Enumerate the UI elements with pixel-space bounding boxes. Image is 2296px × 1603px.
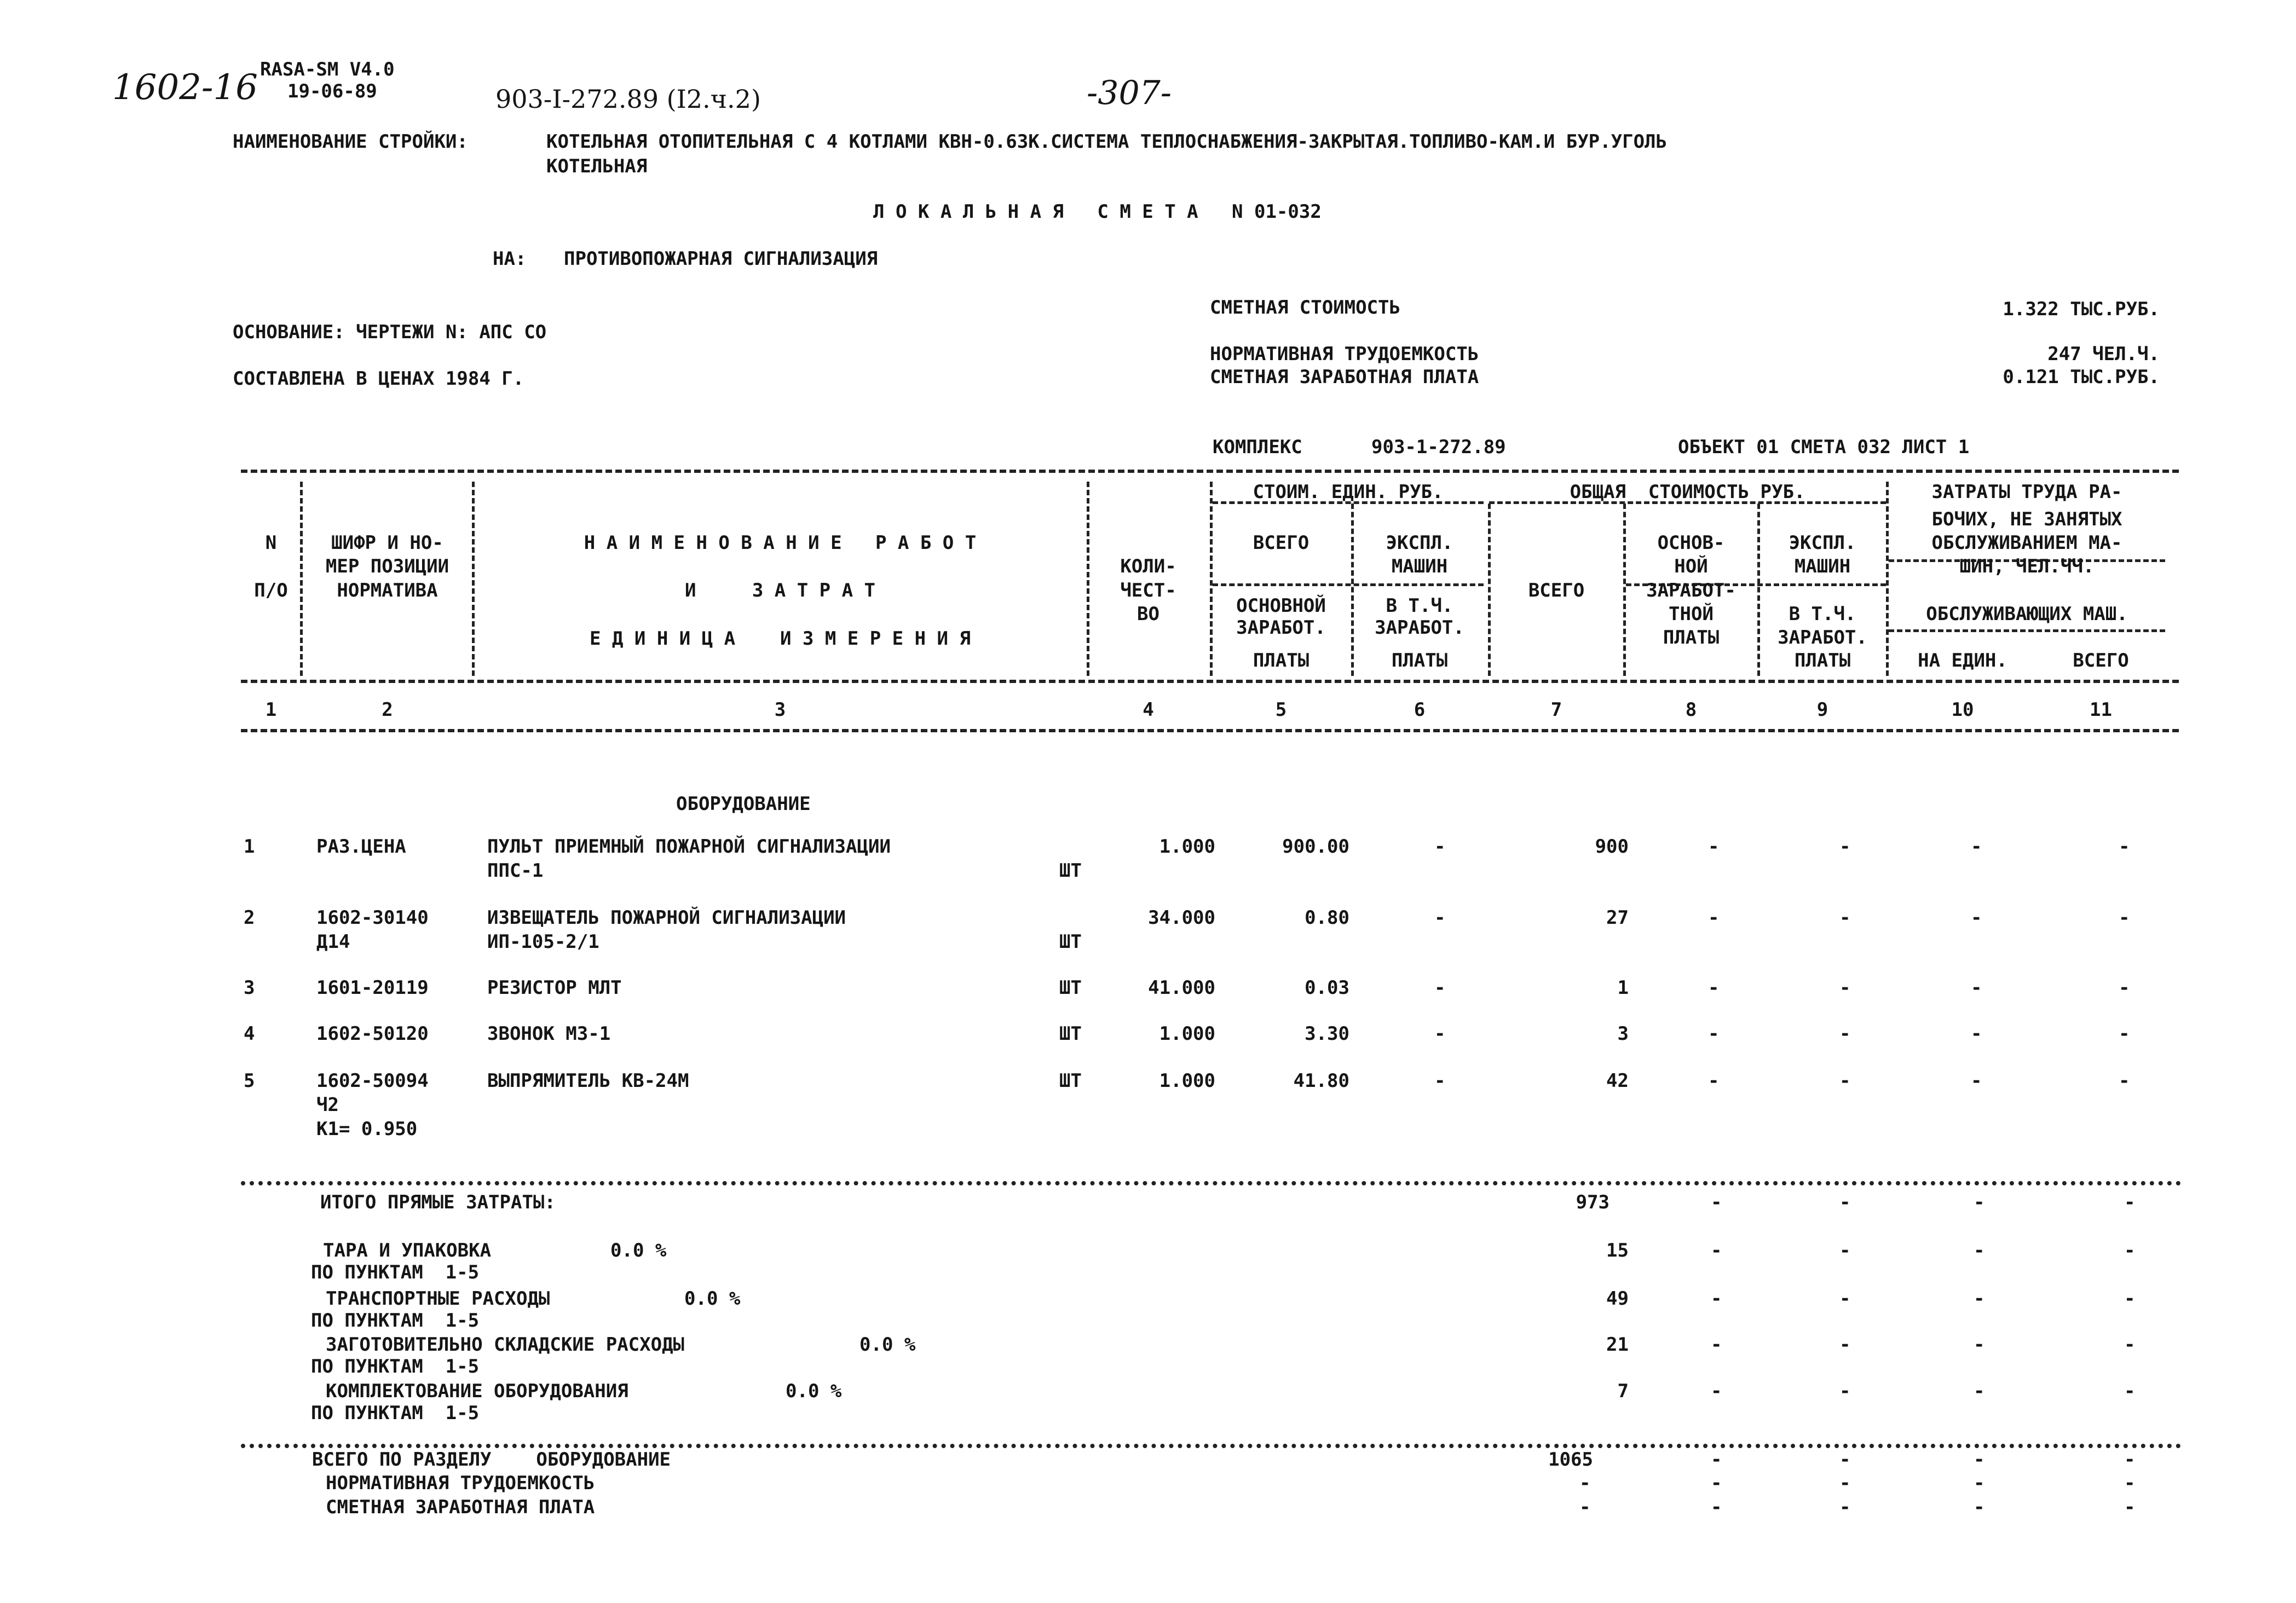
page-number: -307- xyxy=(1087,74,1172,112)
empty-cell-dash: - xyxy=(1839,1240,1851,1261)
col-sep xyxy=(1087,482,1089,676)
item-number: 4 xyxy=(244,1023,255,1045)
col8-header-5: ПЛАТЫ xyxy=(1663,627,1720,649)
summary-percent: 0.0 % xyxy=(786,1380,842,1402)
item-quantity: 34.000 xyxy=(1148,907,1215,929)
empty-cell-dash: - xyxy=(1971,1023,1982,1045)
col-sep xyxy=(472,482,475,676)
labor-group-header-2: БОЧИХ, НЕ ЗАНЯТЫХ xyxy=(1931,508,2122,530)
col-sep xyxy=(1351,504,1354,676)
col6-header-3: В Т.Ч. xyxy=(1386,595,1453,617)
summary-value: 7 xyxy=(1617,1380,1629,1402)
item-total: 900 xyxy=(1595,836,1629,858)
for-label: НА: xyxy=(493,248,527,270)
item-total: 3 xyxy=(1617,1023,1629,1045)
empty-cell-dash: - xyxy=(1971,836,1982,858)
item-name-line-2: ИП-105-2/1 xyxy=(487,931,599,953)
col-number-7: 7 xyxy=(1550,699,1562,721)
construction-label: НАИМЕНОВАНИЕ СТРОЙКИ: xyxy=(233,131,468,153)
summary-points: ПО ПУНКТАМ 1-5 xyxy=(311,1402,480,1424)
col6-header-5: ПЛАТЫ xyxy=(1391,650,1448,672)
item-code: 1602-50094 xyxy=(316,1070,429,1092)
object-info: ОБЪЕКТ 01 СМЕТА 032 ЛИСТ 1 xyxy=(1678,436,1970,458)
col9-header-3: В Т.Ч. xyxy=(1789,603,1856,625)
handwritten-code: 1602-16 xyxy=(112,67,258,108)
empty-cell-dash: - xyxy=(1839,977,1851,999)
empty-cell-dash: - xyxy=(1708,977,1720,999)
col-number-1: 1 xyxy=(265,699,277,721)
empty-cell-dash: - xyxy=(1434,907,1446,929)
document-number: 903-I-272.89 (I2.ч.2) xyxy=(495,84,761,114)
item-unit-price: 0.03 xyxy=(1305,977,1349,999)
empty-cell-dash: - xyxy=(1839,1380,1851,1402)
price-base: СОСТАВЛЕНА В ЦЕНАХ 1984 Г. xyxy=(233,368,524,390)
wage-label: СМЕТНАЯ ЗАРАБОТНАЯ ПЛАТА xyxy=(1210,366,1479,388)
col5-header-4: ПЛАТЫ xyxy=(1253,650,1309,672)
col4-header: КОЛИ- xyxy=(1120,555,1176,577)
item-total: 27 xyxy=(1606,907,1629,929)
section-total-label: ВСЕГО ПО РАЗДЕЛУ ОБОРУДОВАНИЕ xyxy=(312,1449,671,1471)
numbers-bottom-rule xyxy=(241,729,2179,732)
col8-header-4: ТНОЙ xyxy=(1669,603,1714,625)
empty-cell-dash: - xyxy=(2119,836,2130,858)
item-unit-price: 3.30 xyxy=(1305,1023,1349,1045)
total-cost-group-header: ОБЩАЯ СТОИМОСТЬ РУБ. xyxy=(1570,481,1805,503)
empty-cell-dash: - xyxy=(1711,1288,1722,1310)
table-top-rule xyxy=(241,470,2179,473)
item-number: 1 xyxy=(244,836,255,858)
labor-label: НОРМАТИВНАЯ ТРУДОЕМКОСТЬ xyxy=(1210,343,1479,365)
print-date: 19-06-89 xyxy=(287,80,377,102)
empty-cell-dash: - xyxy=(1974,1496,1985,1518)
col6-header-4: ЗАРАБОТ. xyxy=(1375,617,1464,639)
unit-cost-rule-2 xyxy=(1213,583,1484,586)
item-name: РЕЗИСТОР МЛТ xyxy=(487,977,622,999)
item-total: 42 xyxy=(1606,1070,1629,1092)
for-text: ПРОТИВОПОЖАРНАЯ СИГНАЛИЗАЦИЯ xyxy=(564,248,878,270)
summary-label: КОМПЛЕКТОВАНИЕ ОБОРУДОВАНИЯ xyxy=(326,1380,628,1402)
empty-cell-dash: - xyxy=(2124,1449,2136,1471)
item-unit-price: 0.80 xyxy=(1305,907,1349,929)
item-code: 1602-50120 xyxy=(316,1023,429,1045)
section-title: ОБОРУДОВАНИЕ xyxy=(676,793,811,815)
col8-header-3: ЗАРАБОТ- xyxy=(1646,580,1736,601)
empty-cell-dash: - xyxy=(1434,977,1446,999)
empty-cell-dash: - xyxy=(1708,1023,1720,1045)
empty-cell-dash: - xyxy=(2119,977,2130,999)
item-unit-price: 900.00 xyxy=(1282,836,1349,858)
empty-cell-dash: - xyxy=(1711,1496,1722,1518)
empty-cell-dash: - xyxy=(1711,1380,1722,1402)
empty-cell-dash: - xyxy=(2124,1472,2136,1494)
item-quantity: 1.000 xyxy=(1159,1070,1215,1092)
summary-points: ПО ПУНКТАМ 1-5 xyxy=(311,1356,480,1378)
col-sep xyxy=(300,482,303,676)
empty-cell-dash: - xyxy=(1711,1240,1722,1261)
col-number-10: 10 xyxy=(1951,699,1974,721)
col5-header-3: ЗАРАБОТ. xyxy=(1236,617,1326,639)
empty-cell-dash: - xyxy=(1839,1334,1851,1356)
empty-cell-dash: - xyxy=(1434,1023,1446,1045)
col-number-11: 11 xyxy=(2090,699,2112,721)
summary-points: ПО ПУНКТАМ 1-5 xyxy=(311,1261,480,1283)
unit-cost-group-header: СТОИМ. ЕДИН. РУБ. xyxy=(1253,481,1444,503)
empty-cell-dash: - xyxy=(1434,1070,1446,1092)
empty-cell-dash: - xyxy=(2119,907,2130,929)
empty-cell-dash: - xyxy=(1839,1070,1851,1092)
col9-header: ЭКСПЛ. xyxy=(1789,532,1856,554)
direct-costs-value: 973 xyxy=(1576,1191,1609,1213)
empty-cell-dash: - xyxy=(1711,1472,1722,1494)
estimate-title: Л О К А Л Ь Н А Я С М Е Т А N 01-032 xyxy=(873,201,1322,223)
empty-cell-dash: - xyxy=(1839,1023,1851,1045)
col3-header: Н А И М Е Н О В А Н И Е Р А Б О Т xyxy=(584,532,977,554)
summary-label: ТАРА И УПАКОВКА xyxy=(323,1240,492,1261)
col-number-2: 2 xyxy=(382,699,393,721)
col-number-6: 6 xyxy=(1414,699,1426,721)
col7-header: ВСЕГО xyxy=(1528,580,1585,601)
col8-header: ОСНОВ- xyxy=(1657,532,1725,554)
col9-header-2: МАШИН xyxy=(1794,555,1851,577)
col4-header-2: ЧЕСТ- xyxy=(1120,580,1176,601)
empty-cell-dash: - xyxy=(1708,836,1720,858)
header-bottom-rule xyxy=(241,680,2179,683)
item-unit: ШТ xyxy=(1059,1070,1082,1092)
item-number: 2 xyxy=(244,907,255,929)
section-labor-label: НОРМАТИВНАЯ ТРУДОЕМКОСТЬ xyxy=(326,1472,595,1494)
item-unit: ШТ xyxy=(1059,977,1082,999)
empty-cell-dash: - xyxy=(1711,1449,1722,1471)
empty-cell-dash: - xyxy=(2124,1288,2136,1310)
col3-header-3: Е Д И Н И Ц А И З М Е Р Е Н И Я xyxy=(590,628,971,650)
item-unit-price: 41.80 xyxy=(1293,1070,1349,1092)
empty-cell-dash: - xyxy=(1579,1472,1591,1494)
empty-cell-dash: - xyxy=(1839,1496,1851,1518)
empty-cell-dash: - xyxy=(2124,1380,2136,1402)
item-number: 3 xyxy=(244,977,255,999)
empty-cell-dash: - xyxy=(2124,1191,2136,1213)
section-total-value: 1065 xyxy=(1548,1449,1593,1471)
empty-cell-dash: - xyxy=(2124,1334,2136,1356)
col6-header: ЭКСПЛ. xyxy=(1386,532,1453,554)
item-code: РАЗ.ЦЕНА xyxy=(316,836,406,858)
item-name: ВЫПРЯМИТЕЛЬ КВ-24М xyxy=(487,1070,689,1092)
col-number-8: 8 xyxy=(1685,699,1697,721)
summary-label: ТРАНСПОРТНЫЕ РАСХОДЫ xyxy=(326,1288,550,1310)
item-name: ЗВОНОК МЗ-1 xyxy=(487,1023,611,1045)
empty-cell-dash: - xyxy=(1839,1472,1851,1494)
labor-rule-2 xyxy=(1889,629,2165,632)
empty-cell-dash: - xyxy=(1974,1334,1985,1356)
complex-value: 903-1-272.89 xyxy=(1371,436,1506,458)
item-unit: ШТ xyxy=(1059,1023,1082,1045)
col-number-9: 9 xyxy=(1816,699,1828,721)
empty-cell-dash: - xyxy=(1839,836,1851,858)
labor-group-header: ЗАТРАТЫ ТРУДА РА- xyxy=(1931,481,2122,503)
empty-cell-dash: - xyxy=(1839,907,1851,929)
empty-cell-dash: - xyxy=(2124,1496,2136,1518)
labor-group-header-3: ОБСЛУЖИВАНИЕМ МА- xyxy=(1931,532,2122,554)
empty-cell-dash: - xyxy=(1434,836,1446,858)
col5-header: ВСЕГО xyxy=(1253,532,1309,554)
col9-header-4: ЗАРАБОТ. xyxy=(1778,627,1867,649)
section-wage-label: СМЕТНАЯ ЗАРАБОТНАЯ ПЛАТА xyxy=(326,1496,595,1518)
col-sep xyxy=(1210,482,1213,676)
empty-cell-dash: - xyxy=(1708,1070,1720,1092)
empty-cell-dash: - xyxy=(1708,907,1720,929)
col3-header-2: И З А Т Р А Т xyxy=(685,580,875,601)
estimated-cost-label: СМЕТНАЯ СТОИМОСТЬ xyxy=(1210,297,1400,319)
summary-percent: 0.0 % xyxy=(859,1334,916,1356)
col1-header-2: П/О xyxy=(254,580,288,601)
empty-cell-dash: - xyxy=(1974,1191,1985,1213)
item-name: ПУЛЬТ ПРИЕМНЫЙ ПОЖАРНОЙ СИГНАЛИЗАЦИИ xyxy=(487,836,891,858)
wage-value: 0.121 ТЫС.РУБ. xyxy=(2003,366,2160,388)
empty-cell-dash: - xyxy=(1971,977,1982,999)
empty-cell-dash: - xyxy=(1974,1472,1985,1494)
empty-cell-dash: - xyxy=(1974,1240,1985,1261)
item-coefficient: К1= 0.950 xyxy=(316,1118,418,1140)
summary-value: 49 xyxy=(1606,1288,1629,1310)
item-number: 5 xyxy=(244,1070,255,1092)
summary-points: ПО ПУНКТАМ 1-5 xyxy=(311,1310,480,1332)
empty-cell-dash: - xyxy=(1974,1288,1985,1310)
program-version: RASA-SM V4.0 xyxy=(260,59,395,80)
item-quantity: 1.000 xyxy=(1159,1023,1215,1045)
construction-line-2: КОТЕЛЬНАЯ xyxy=(546,155,648,177)
item-code: 1602-30140 xyxy=(316,907,429,929)
item-unit: ШТ xyxy=(1059,860,1082,882)
item-quantity: 1.000 xyxy=(1159,836,1215,858)
empty-cell-dash: - xyxy=(1839,1191,1851,1213)
empty-cell-dash: - xyxy=(1974,1380,1985,1402)
summary-percent: 0.0 % xyxy=(610,1240,667,1261)
item-total: 1 xyxy=(1617,977,1629,999)
empty-cell-dash: - xyxy=(1971,907,1982,929)
construction-line-1: КОТЕЛЬНАЯ ОТОПИТЕЛЬНАЯ С 4 КОТЛАМИ КВН-0.63К.СИСТЕМА ТЕПЛОСНАБЖЕНИЯ-ЗАКРЫТАЯ.ТОПЛИВО-КАМ.И БУР.УГОЛЬ xyxy=(546,131,1667,153)
col8-header-2: НОЙ xyxy=(1674,555,1708,577)
estimated-cost-value: 1.322 ТЫС.РУБ. xyxy=(2003,298,2160,320)
empty-cell-dash: - xyxy=(1579,1496,1591,1518)
empty-cell-dash: - xyxy=(1974,1449,1985,1471)
empty-cell-dash: - xyxy=(2124,1240,2136,1261)
empty-cell-dash: - xyxy=(1839,1288,1851,1310)
empty-cell-dash: - xyxy=(1839,1449,1851,1471)
summary-bottom-rule xyxy=(241,1444,2182,1448)
item-unit: ШТ xyxy=(1059,931,1082,953)
direct-costs-label: ИТОГО ПРЯМЫЕ ЗАТРАТЫ: xyxy=(320,1191,556,1213)
empty-cell-dash: - xyxy=(1971,1070,1982,1092)
col10-header: НА ЕДИН. xyxy=(1918,650,2007,672)
col5-header-2: ОСНОВНОЙ xyxy=(1236,595,1326,617)
col-number-4: 4 xyxy=(1143,699,1154,721)
summary-value: 21 xyxy=(1606,1334,1629,1356)
labor-value: 247 ЧЕЛ.Ч. xyxy=(2047,343,2160,365)
empty-cell-dash: - xyxy=(2119,1023,2130,1045)
item-name: ИЗВЕЩАТЕЛЬ ПОЖАРНОЙ СИГНАЛИЗАЦИИ xyxy=(487,907,846,929)
summary-value: 15 xyxy=(1606,1240,1629,1261)
col11-header: ВСЕГО xyxy=(2073,650,2129,672)
col2-header-3: НОРМАТИВА xyxy=(337,580,438,601)
empty-cell-dash: - xyxy=(1711,1191,1722,1213)
col-number-3: 3 xyxy=(774,699,786,721)
item-quantity: 41.000 xyxy=(1148,977,1215,999)
summary-percent: 0.0 % xyxy=(684,1288,741,1310)
col-sep xyxy=(1757,504,1760,676)
col-number-5: 5 xyxy=(1275,699,1287,721)
empty-cell-dash: - xyxy=(1711,1334,1722,1356)
labor-group-header-5: ОБСЛУЖИВАЮЩИХ МАШ. xyxy=(1926,603,2128,625)
col1-header: N xyxy=(265,532,277,554)
summary-top-rule xyxy=(241,1181,2182,1185)
labor-group-header-4: ШИН, ЧЕЛ.ЧЧ. xyxy=(1959,555,2095,577)
item-code-line-2: Ч2 xyxy=(316,1094,339,1116)
item-name-line-2: ППС-1 xyxy=(487,860,544,882)
col4-header-3: ВО xyxy=(1137,603,1159,625)
summary-label: ЗАГОТОВИТЕЛЬНО СКЛАДСКИЕ РАСХОДЫ xyxy=(326,1334,685,1356)
col6-header-2: МАШИН xyxy=(1391,555,1448,577)
item-code: 1601-20119 xyxy=(316,977,429,999)
basis: ОСНОВАНИЕ: ЧЕРТЕЖИ N: АПС СО xyxy=(233,321,547,343)
item-code-line-2: Д14 xyxy=(316,931,350,953)
col2-header-2: МЕР ПОЗИЦИИ xyxy=(325,555,449,577)
empty-cell-dash: - xyxy=(2119,1070,2130,1092)
complex-label: КОМПЛЕКС xyxy=(1213,436,1302,458)
col9-header-5: ПЛАТЫ xyxy=(1794,650,1851,672)
col2-header: ШИФР И НО- xyxy=(331,532,443,554)
